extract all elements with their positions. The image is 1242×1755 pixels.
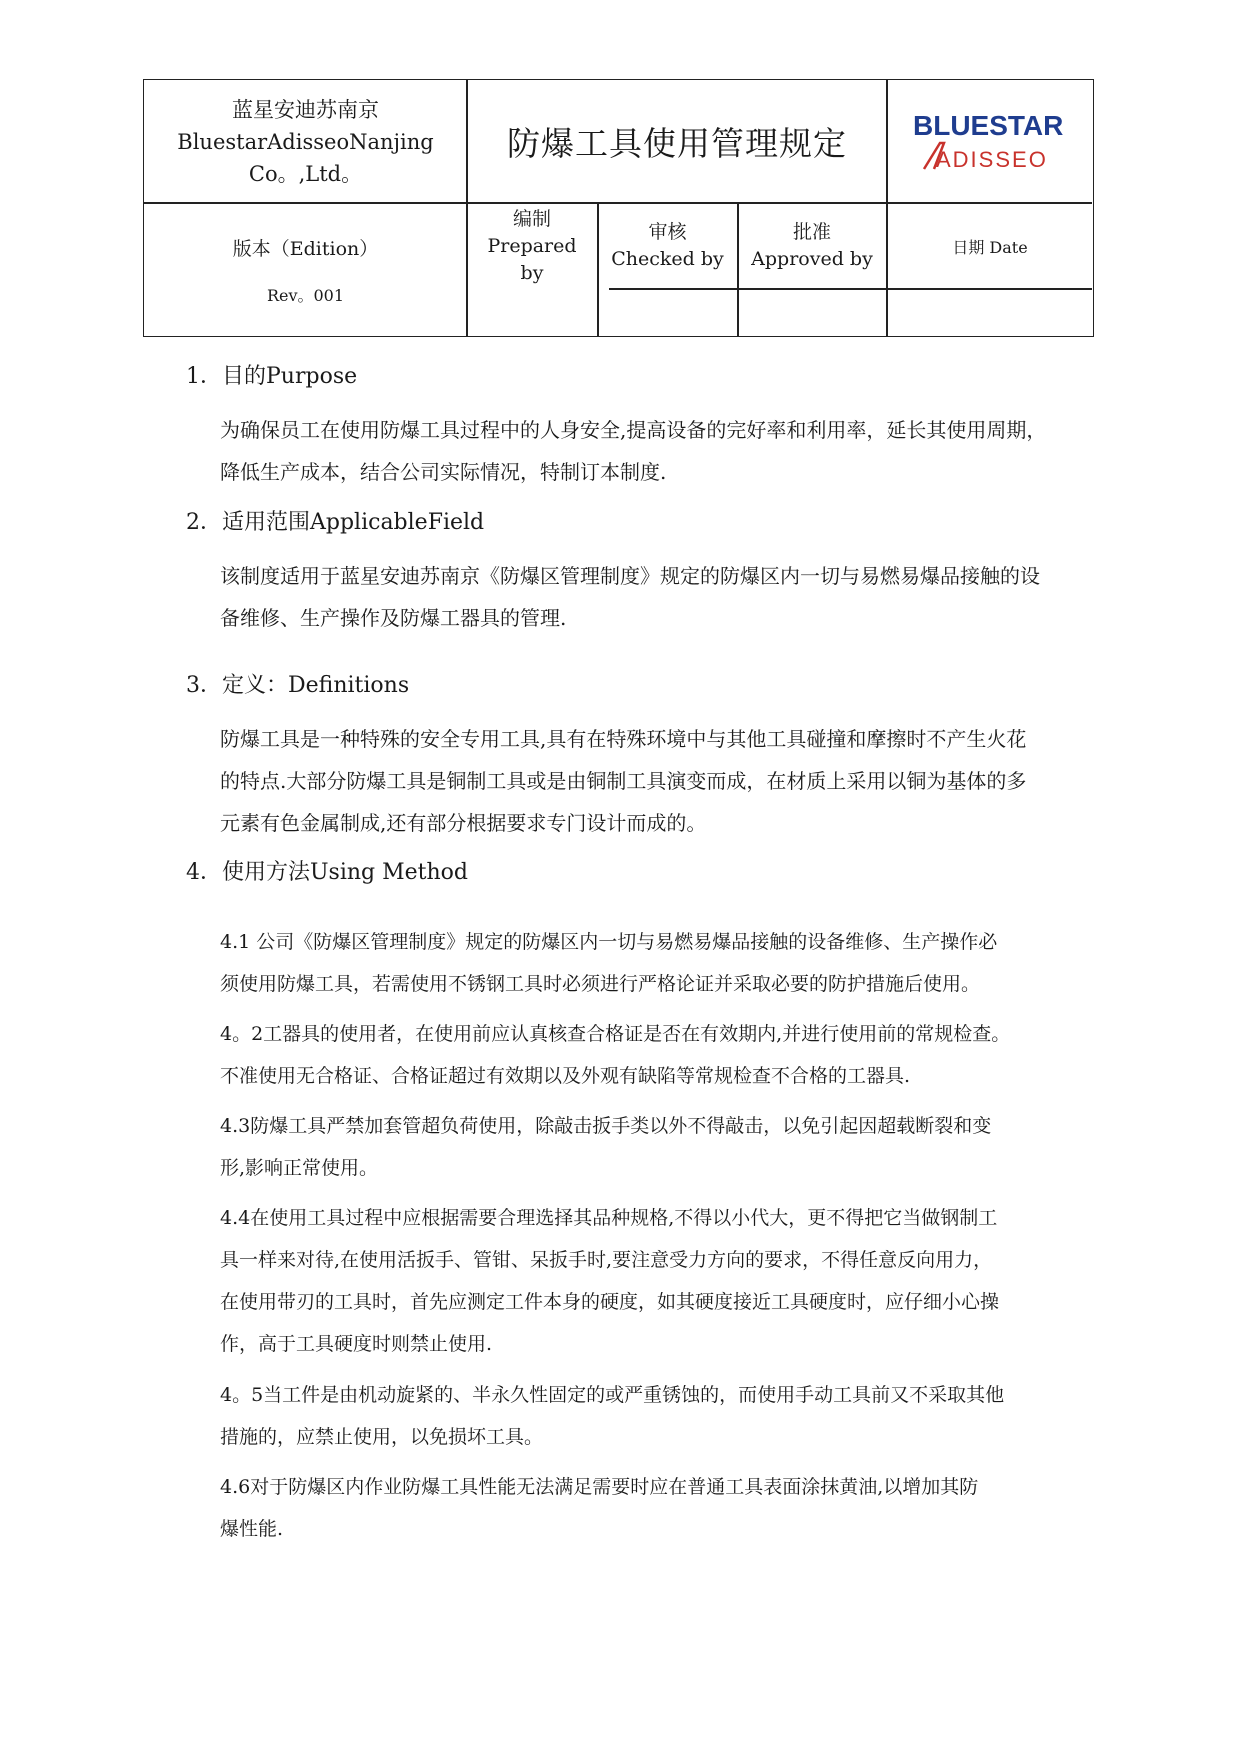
paragraph-line: 形,影响正常使用。 [220, 1157, 379, 1179]
method-item-4-5 [220, 1374, 1125, 1458]
approved-en: Approved by [751, 248, 873, 270]
paragraph-line: 该制度适用于蓝星安迪苏南京《防爆区管理制度》规定的防爆区内一切与易燃易爆品接触的设 [220, 564, 1040, 588]
paragraph-line: 措施的，应禁止使用，以免损坏工具。 [220, 1426, 544, 1448]
bluestar-adisseo-logo [887, 80, 1093, 203]
paragraph-line: 降低生产成本，结合公司实际情况，特制订本制度. [220, 460, 667, 484]
paragraph-line: 为确保员工在使用防爆工具过程中的人身安全,提高设备的完好率和利用率，延长其使用周期， [220, 418, 1047, 442]
checked-cn: 审核 [648, 221, 687, 243]
paragraph-line: 须使用防爆工具，若需使用不锈钢工具时必须进行严格论证并采取必要的防护措施后使用。 [220, 973, 981, 995]
section-body-definitions [220, 718, 1125, 844]
prepared-by-label [467, 203, 597, 289]
approved-cn: 批准 [792, 221, 831, 243]
document-title: 防爆工具使用管理规定 [507, 124, 847, 163]
logo-text-bluestar: BLUESTAR [913, 109, 1064, 141]
checked-by-label [598, 203, 737, 289]
paragraph-line: 备维修、生产操作及防爆工器具的管理. [220, 606, 567, 630]
method-item-4-1 [220, 921, 1125, 1005]
company-name-cell [144, 80, 467, 203]
document-header-table [143, 79, 1094, 337]
paragraph-line: 4.3防爆工具严禁加套管超负荷使用，除敲击扳手类以外不得敲击，以免引起因超载断裂和变 [220, 1115, 992, 1137]
paragraph-line: 的特点.大部分防爆工具是铜制工具或是由铜制工具演变而成，在材质上采用以铜为基体的多 [220, 769, 1027, 793]
paragraph-line: 防爆工具是一种特殊的安全专用工具,具有在特殊环境中与其他工具碰撞和摩擦时不产生火花 [220, 727, 1027, 751]
paragraph-line: 不准使用无合格证、合格证超过有效期以及外观有缺陷等常规检查不合格的工器具. [220, 1065, 911, 1087]
paragraph-line: 4。5当工件是由机动旋紧的、半永久性固定的或严重锈蚀的，而使用手动工具前又不采取其他 [220, 1384, 1005, 1406]
prepared-en: Prepared [487, 234, 577, 257]
approved-by-label [738, 203, 886, 289]
checked-en: Checked by [611, 248, 724, 270]
logo-text-adisseo: ADISSEO [936, 146, 1048, 172]
date-field [887, 289, 1093, 336]
date-label: 日期 Date [952, 237, 1028, 257]
paragraph-line: 在使用带刃的工具时，首先应测定工件本身的硬度，如其硬度接近工具硬度时，应仔细小心操 [220, 1291, 1000, 1313]
prepared-cn: 编制 [512, 207, 551, 230]
section-body-purpose [220, 409, 1125, 493]
section-heading-definitions: 3．定义：Definitions [186, 673, 410, 698]
paragraph-line: 4.4在使用工具过程中应根据需要合理选择其品种规格,不得以小代大，更不得把它当做钢制工 [220, 1207, 998, 1229]
prepared-by-field [467, 289, 597, 336]
paragraph-line: 4.1 公司《防爆区管理制度》规定的防爆区内一切与易燃易爆品接触的设备维修、生产操作必 [220, 931, 998, 953]
section-body-scope [220, 555, 1125, 639]
paragraph-line: 爆性能. [220, 1518, 284, 1540]
paragraph-line: 元素有色金属制成,还有部分根据要求专门设计而成的。 [220, 811, 707, 835]
company-logo-image [910, 107, 1070, 177]
method-item-4-2 [220, 1013, 1125, 1097]
edition-cell [144, 203, 467, 336]
edition-label: 版本（Edition） [232, 237, 379, 260]
checked-by-field [598, 289, 737, 336]
edition-value: Rev。001 [266, 285, 345, 305]
paragraph-line: 4.6对于防爆区内作业防爆工具性能无法满足需要时应在普通工具表面涂抹黄油,以增加其防 [220, 1476, 979, 1498]
approved-by-field [738, 289, 886, 336]
method-item-4-3 [220, 1105, 1125, 1189]
company-suffix: Co。,Ltd。 [248, 161, 363, 186]
method-item-4-4 [220, 1197, 1125, 1365]
paragraph-line: 具一样来对待,在使用活扳手、管钳、呆扳手时,要注意受力方向的要求，不得任意反向用力， [220, 1249, 993, 1271]
prepared-en-by: by [520, 261, 544, 284]
method-item-4-6 [220, 1466, 1125, 1550]
section-heading-using-method: 4．使用方法Using Method [186, 860, 468, 885]
section-heading-scope: 2．适用范围ApplicableField [186, 510, 485, 535]
company-name-cn: 蓝星安迪苏南京 [232, 97, 379, 122]
section-heading-purpose: 1．目的Purpose [186, 364, 358, 389]
company-name-en: BluestarAdisseoNanjing [177, 129, 434, 154]
paragraph-line: 作，高于工具硬度时则禁止使用. [220, 1333, 493, 1355]
paragraph-line: 4。2工器具的使用者，在使用前应认真核查合格证是否在有效期内,并进行使用前的常规检查。 [220, 1023, 1011, 1045]
